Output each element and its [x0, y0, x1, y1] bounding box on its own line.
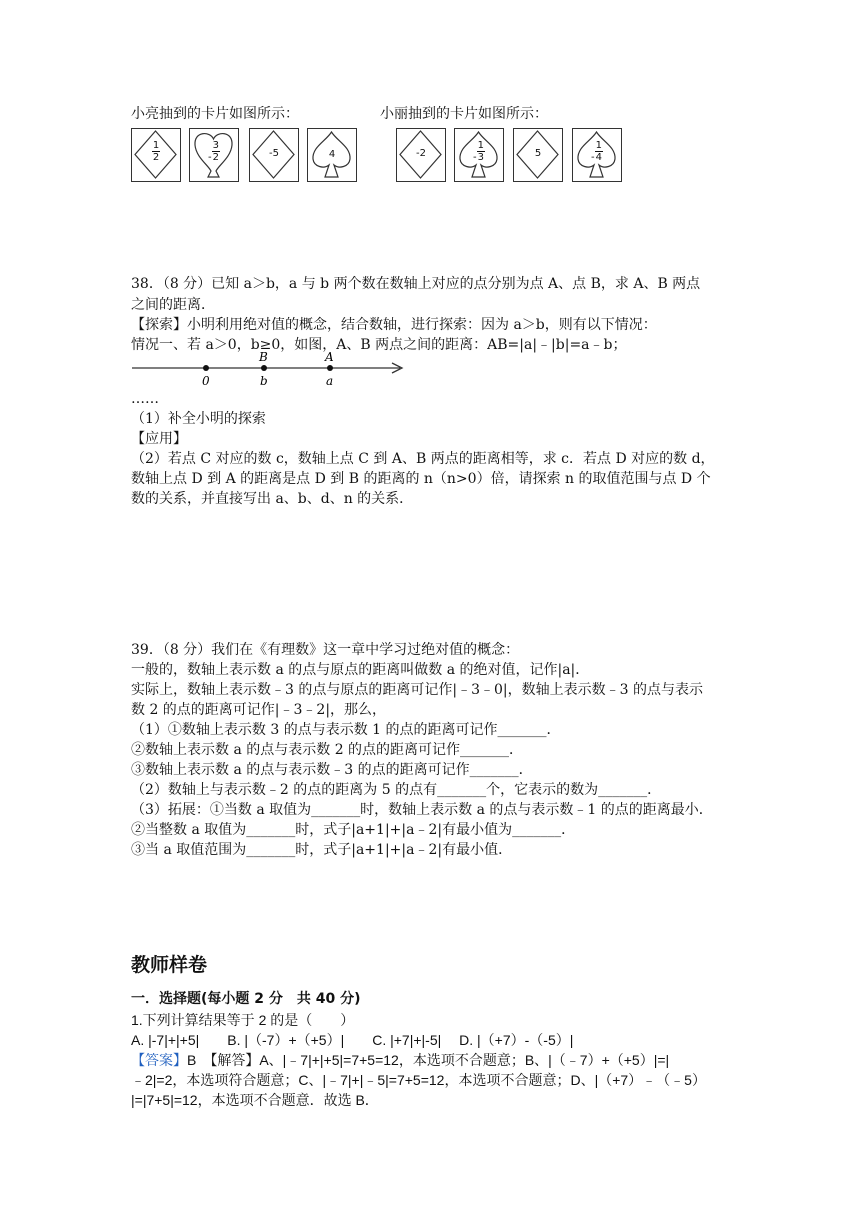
- card-spade: [454, 128, 504, 182]
- answer-line-3: |=|7+5|=12，本选项不合题意．故选 B．: [131, 1092, 379, 1108]
- q38-line-5: （1）补全小明的探索: [131, 411, 266, 427]
- number-line: [128, 350, 418, 390]
- q39-line-6: ②数轴上表示数 a 的点与表示数 2 的点的距离可记作_______．: [131, 742, 524, 758]
- card-heart: [189, 128, 239, 182]
- answer-tag: 【答案】: [131, 1052, 187, 1068]
- q38-line-6: 【应用】: [131, 431, 187, 447]
- card-value: -5: [269, 148, 279, 159]
- card-numerator: 1: [477, 140, 484, 151]
- label-point-B: B: [259, 350, 268, 364]
- question-1-options: A. |-7|+|+5| B. |（-7）+（+5）| C. |+7|+|-5| D. |（+7）-（-5）|: [131, 1032, 574, 1048]
- fraction: [152, 140, 160, 163]
- card-denominator: 4: [595, 152, 602, 163]
- point-zero: [203, 365, 209, 371]
- card-denominator: 2: [212, 152, 219, 163]
- q39-line-2: 一般的，数轴上表示数 a 的点与原点的距离叫做数 a 的绝对值，记作|a|．: [131, 662, 590, 678]
- fraction: [212, 140, 220, 163]
- card-diamond: [513, 128, 563, 182]
- q39-line-9: （3）拓展：①当数 a 取值为_______时，数轴上表示数 a 的点与表示数﹣1 的点的距离最小．: [131, 802, 713, 818]
- card-spade: [572, 128, 622, 182]
- card-spade: [307, 128, 357, 182]
- q39-line-10: ②当整数 a 取值为_______时，式子|a+1|+|a﹣2|有最小值为_______．: [131, 822, 576, 838]
- card-numerator: 1: [152, 140, 160, 151]
- teacher-sample-heading: 教师样卷: [131, 954, 208, 976]
- point-a: [327, 365, 333, 371]
- q39-line-4: 数 2 的点的距离可记作|﹣3﹣2|，那么，: [131, 702, 387, 718]
- xiaoli-cards-label: 小丽抽到的卡片如图所示：: [380, 106, 548, 122]
- answer-line-1: [131, 1050, 669, 1070]
- label-zero: 0: [202, 374, 210, 388]
- point-b: [261, 365, 267, 371]
- q38-line-8: 数轴上点 D 到 A 的距离是点 D 到 B 的距离的 n（n>0）倍，请探索 n 的取值范围与点 D 个: [131, 471, 711, 487]
- card-diamond: [396, 128, 446, 182]
- section-title: 一．选择题(每小题 2 分 共 40 分): [131, 991, 361, 1007]
- card-diamond: [249, 128, 299, 182]
- q38-line-4: 情况一、若 a＞0，b≥0，如图，A、B 两点之间的距离：AB=|a|﹣|b|=a﹣b；: [131, 337, 627, 353]
- card-sign: -: [591, 152, 595, 163]
- card-value: 5: [534, 148, 542, 159]
- card-sign: -: [208, 152, 212, 163]
- question-1: 1.下列计算结果等于 2 的是（ ）: [131, 1012, 355, 1028]
- q39-line-7: ③数轴上表示数 a 的点与表示数﹣3 的点的距离可记作_______．: [131, 762, 533, 778]
- fraction: [595, 140, 603, 163]
- fraction: [477, 140, 485, 163]
- label-b: b: [260, 374, 268, 388]
- q38-line-3: 【探索】小明利用绝对值的概念，结合数轴，进行探索：因为 a＞b，则有以下情况：: [131, 317, 657, 333]
- answer-text: B 【解答】A、|﹣7|+|+5|=7+5=12，本选项不合题意；B、|（﹣7）+（+5）|=|: [187, 1052, 670, 1068]
- label-a: a: [326, 374, 334, 388]
- card-sign: -: [473, 152, 477, 163]
- q39-line-3: 实际上，数轴上表示数﹣3 的点与原点的距离可记作|﹣3﹣0|，数轴上表示数﹣3 的点与表示: [131, 682, 703, 698]
- xiaoliang-cards-label: 小亮抽到的卡片如图所示：: [131, 106, 299, 122]
- q39-line-1: 39．（8 分）我们在《有理数》这一章中学习过绝对值的概念：: [131, 642, 520, 658]
- answer-line-2: ﹣2|=2，本选项符合题意；C、|﹣7|+|﹣5|=7+5=12，本选项不合题意；D、|（+7）﹣（﹣5）: [131, 1072, 706, 1088]
- q39-line-8: （2）数轴上与表示数﹣2 的点的距离为 5 的点有_______个，它表示的数为_______．: [131, 782, 662, 798]
- q39-line-11: ③当 a 取值范围为_______时，式子|a+1|+|a﹣2|有最小值．: [131, 842, 513, 858]
- q39-line-5: （1）①数轴上表示数 3 的点与表示数 1 的点的距离可记作_______．: [131, 722, 561, 738]
- q38-line-1: 38．（8 分）已知 a＞b，a 与 b 两个数在数轴上对应的点分别为点 A、点 B，求 A、B 两点: [131, 276, 701, 292]
- q38-line-2: 之间的距离．: [131, 297, 215, 313]
- card-numerator: 3: [212, 140, 219, 151]
- card-denominator: 2: [152, 152, 160, 163]
- q38-line-9: 数的关系，并直接写出 a、b、d、n 的关系．: [131, 491, 414, 507]
- card-value: 4: [328, 149, 336, 160]
- card-value: -2: [416, 148, 426, 159]
- ellipsis: ……: [131, 391, 159, 407]
- label-point-A: A: [325, 350, 334, 364]
- q38-line-7: （2）若点 C 对应的数 c，数轴上点 C 到 A、B 两点的距离相等，求 c．若点 D 对应的数 d，: [131, 451, 715, 467]
- card-diamond: [131, 128, 181, 182]
- card-numerator: 1: [595, 140, 602, 151]
- card-denominator: 3: [477, 152, 484, 163]
